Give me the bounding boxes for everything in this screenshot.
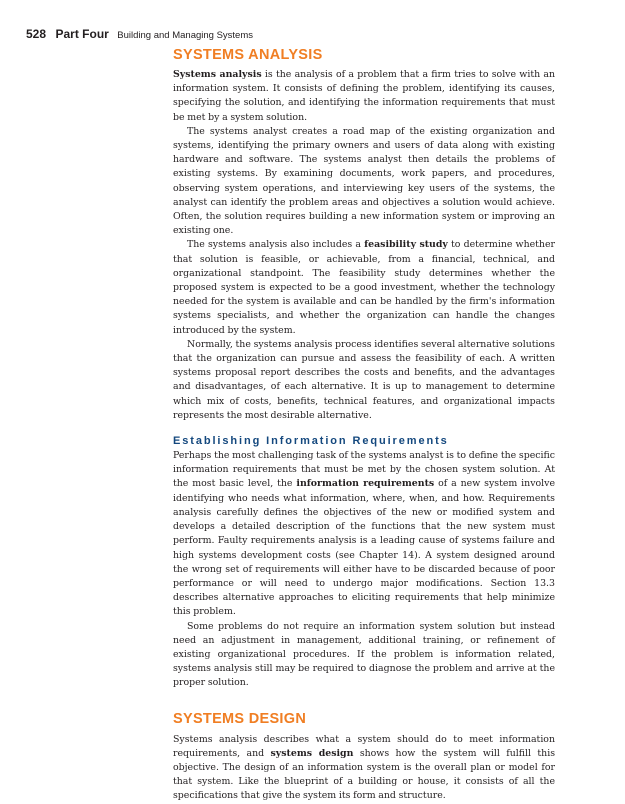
part-title: Building and Managing Systems [117, 30, 253, 41]
running-head [26, 27, 253, 43]
section-heading-systems-design: SYSTEMS DESIGN [173, 710, 307, 727]
page-number: 528 [26, 27, 47, 41]
page-body [173, 46, 555, 804]
paragraph-information-requirements: Perhaps the most challenging task of the systems analyst is to define the specific information requirements that must be met by the chosen system solution. At the most basic level, the information requirements of a new system involve identifying who needs what information, where, when, and how. Requirements analysis carefully defines the objectives of the new or modified system and develops a detailed description of the functions that the new system must perform. Faulty requirements analysis is a leading cause of systems failure and high systems development costs (see Chapter 14). A system designed around the wrong set of requirements will either have to be discarded because of poor performance or will need to undergo major modifications. Section 13.3 describes alternative approaches to eliciting requirements that help minimize this problem. [173, 450, 555, 618]
paragraph-non-system-problems: Some problems do not require an information system solution but instead need an adjustment in management, additional training, or refinement of existing organizational procedures. If the problem is information related, systems analysis still may be required to diagnose the problem and arrive at the proper solution. [173, 620, 555, 689]
paragraph-road-map: The systems analyst creates a road map of the existing organization and systems, identifying the primary owners and users of data along with existing hardware and software. The systems analyst then details the problems of existing systems. By examining documents, work papers, and procedures, observing system operations, and interviewing key users of the systems, the analyst can identify the problem areas and objectives a solution would achieve. Often, the solution requires building a new information system or improving an existing one. [173, 125, 555, 237]
subsection-heading-information-requirements: Establishing Information Requirements [173, 435, 449, 448]
key-term-feasibility-study: feasibility study [364, 239, 448, 251]
paragraph-feasibility: The systems analysis also includes a feasibility study to determine whether that solution is feasible, or achievable, from a financial, technical, and organizational standpoint. The feasibility study determines whether the proposed system is expected to be a good investment, whether the technology needed for the system is available and can be handled by the firm's information systems specialists, and whether the organization can handle the changes introduced by the system. [173, 239, 556, 336]
key-term-systems-analysis: Systems analysis [173, 69, 262, 80]
paragraph-systems-analysis-definition: Systems analysis is the analysis of a problem that a firm tries to solve with an information system. It consists of defining the problem, identifying its causes, specifying the solution, and identifying the information requirements that must be met by a system solution. [173, 69, 556, 123]
key-term-systems-design: systems design [270, 747, 354, 759]
part-label: Part Four [55, 27, 109, 41]
section-heading-systems-analysis: SYSTEMS ANALYSIS [173, 47, 323, 63]
paragraph-alternatives: Normally, the systems analysis process identifies several alternative solutions that the organization can pursue and assess the feasibility of each. A written systems proposal report describes the costs and benefits, and the advantages and disadvantages, of each alternative. It is up to management to determine which mix of costs, benefits, technical features, and organizational impacts represents the most desirable alternative. [173, 338, 555, 421]
key-term-information-requirements: information requirements [296, 478, 435, 490]
paragraph-systems-design: Systems analysis describes what a system should do to meet information requirements, and systems design shows how the system will fulfill this objective. The design of an information system is the overall plan or model for that system. Like the blueprint of a building or house, it consists of all the specifications that give the system its form and structure. [173, 733, 556, 802]
